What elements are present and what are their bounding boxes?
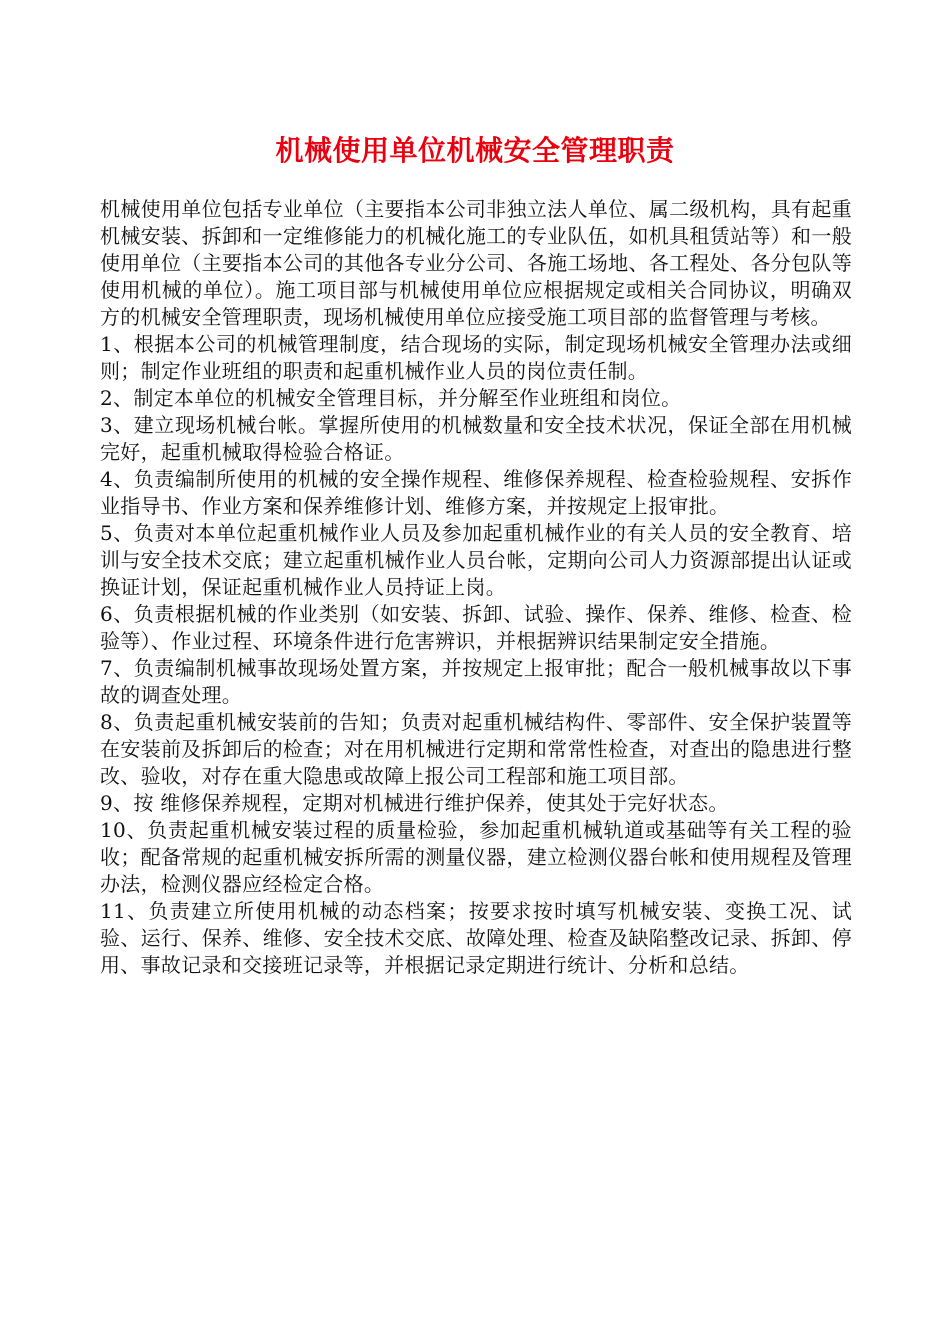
duty-item-7: 7、负责编制机械事故现场处置方案，并按规定上报审批；配合一般机械事故以下事故的调查处理。 [100, 656, 852, 707]
duty-item-3: 3、建立现场机械台帐。掌握所使用的机械数量和安全技术状况，保证全部在用机械完好，起重机械取得检验合格证。 [100, 413, 852, 464]
duty-item-4: 4、负责编制所使用的机械的安全操作规程、维修保养规程、检查检验规程、安拆作业指导书、作业方案和保养维修计划、维修方案，并按规定上报审批。 [100, 467, 852, 518]
document-body [100, 196, 852, 979]
duty-item-10: 10、负责起重机械安装过程的质量检验，参加起重机械轨道或基础等有关工程的验收；配备常规的起重机械安拆所需的测量仪器，建立检测仪器台帐和使用规程及管理办法，检测仪器应经检定合格。 [100, 818, 852, 896]
duty-item-2: 2、制定本单位的机械安全管理目标，并分解至作业班组和岗位。 [100, 386, 682, 410]
document-title: 机械使用单位机械安全管理职责 [275, 134, 675, 167]
duty-item-1: 1、根据本公司的机械管理制度，结合现场的实际，制定现场机械安全管理办法或细则；制定作业班组的职责和起重机械作业人员的岗位责任制。 [100, 332, 852, 383]
duty-item-11: 11、负责建立所使用机械的动态档案；按要求按时填写机械安装、变换工况、试验、运行、保养、维修、安全技术交底、故障处理、检查及缺陷整改记录、拆卸、停用、事故记录和交接班记录等，并根据记录定期进行统计、分析和总结。 [100, 899, 852, 977]
duty-item-6: 6、负责根据机械的作业类别（如安装、拆卸、试验、操作、保养、维修、检查、检验等）、作业过程、环境条件进行危害辨识，并根据辨识结果制定安全措施。 [100, 602, 852, 653]
duty-item-8: 8、负责起重机械安装前的告知；负责对起重机械结构件、零部件、安全保护装置等在安装前及拆卸后的检查；对在用机械进行定期和常常性检查，对查出的隐患进行整改、验收，对存在重大隐患或故障上报公司工程部和施工项目部。 [100, 710, 852, 788]
duty-item-9: 9、按 维修保养规程，定期对机械进行维护保养，使其处于完好状态。 [100, 791, 729, 815]
duty-item-5: 5、负责对本单位起重机械作业人员及参加起重机械作业的有关人员的安全教育、培训与安全技术交底；建立起重机械作业人员台帐，定期向公司人力资源部提出认证或换证计划，保证起重机械作业人员持证上岗。 [100, 521, 852, 599]
intro-paragraph: 机械使用单位包括专业单位（主要指本公司非独立法人单位、属二级机构，具有起重机械安装、拆卸和一定维修能力的机械化施工的专业队伍，如机具租赁站等）和一般使用单位（主要指本公司的其他各专业分公司、各施工场地、各工程处、各分包队等使用机械的单位）。施工项目部与机械使用单位应根据规定或相关合同协议，明确双方的机械安全管理职责，现场机械使用单位应接受施工项目部的监督管理与考核。 [100, 197, 852, 329]
